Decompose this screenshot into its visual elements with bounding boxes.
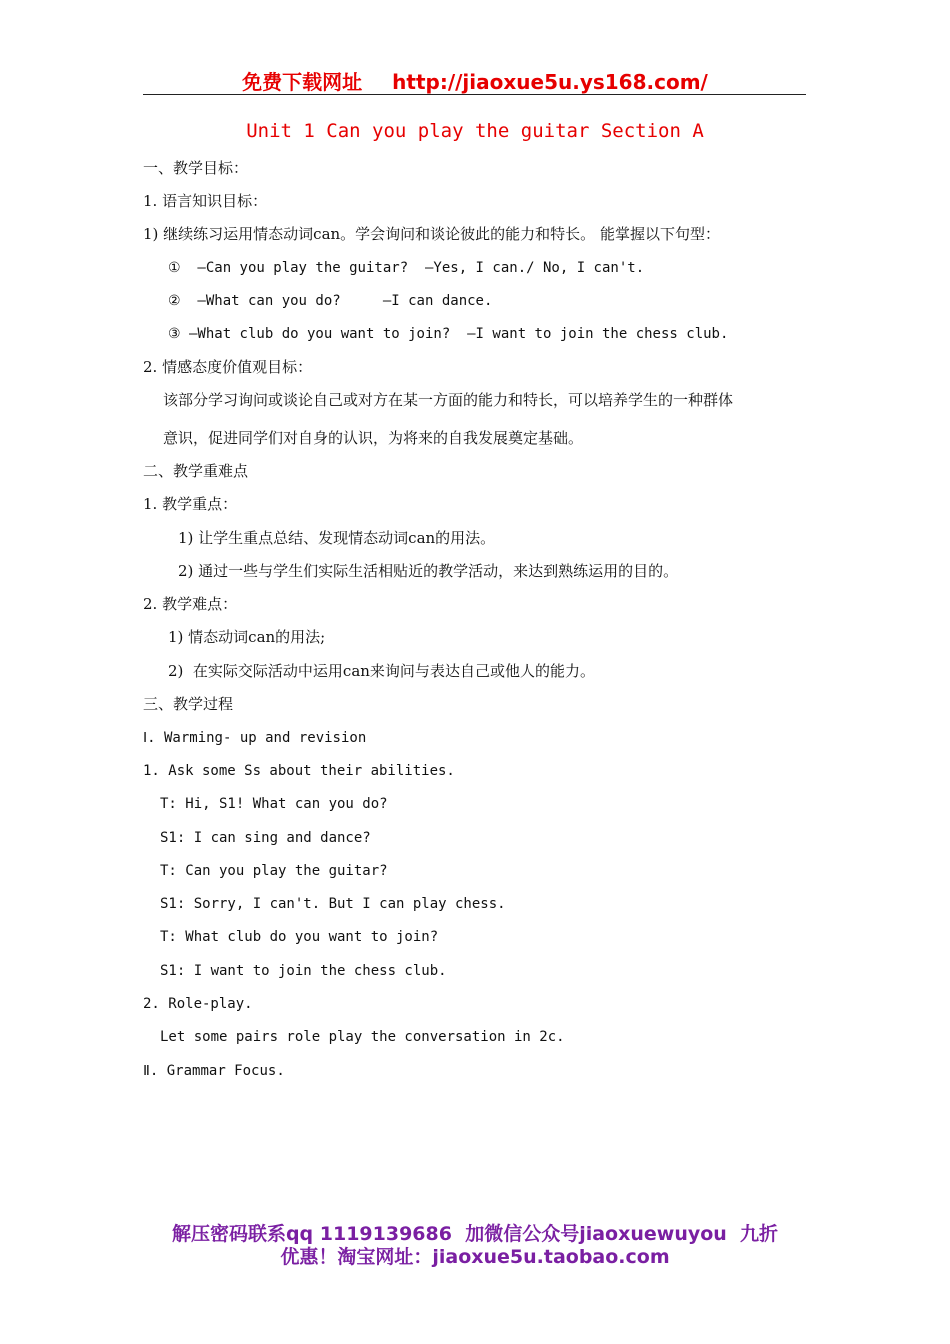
difficulty-point-2: 2) 在实际交际活动中运用can来询问与表达自己或他人的能力。	[168, 662, 595, 680]
step-warming-up: Ⅰ. Warming- up and revision	[143, 730, 367, 746]
step-grammar-focus: Ⅱ. Grammar Focus.	[143, 1063, 285, 1079]
dialog-line-3: T: Can you play the guitar?	[160, 863, 388, 879]
header-divider	[143, 94, 806, 95]
goal-item-knowledge-detail: 1) 继续练习运用情态动词can。学会询问和谈论彼此的能力和特长。 能掌握以下句型：	[143, 225, 720, 243]
attitude-paragraph-line1: 该部分学习询问或谈论自己或对方在某一方面的能力和特长，可以培养学生的一种群体	[163, 391, 734, 409]
sentence-pattern-2: ② —What can you do? —I can dance.	[168, 293, 493, 309]
header-label: 免费下载网址	[242, 70, 363, 94]
sentence-pattern-3: ③ —What club do you want to join? —I want to join the chess club.	[168, 326, 729, 342]
dialog-line-2: S1: I can sing and dance?	[160, 830, 371, 846]
attitude-paragraph-line2: 意识，促进同学们对自身的认识，为将来的自我发展奠定基础。	[163, 429, 584, 447]
page-header	[0, 66, 950, 95]
role-play-description: Let some pairs role play the conversation in 2c.	[160, 1029, 565, 1045]
section-heading-keypoints: 二、教学重难点	[143, 462, 249, 480]
dialog-line-4: S1: Sorry, I can't. But I can play chess.	[160, 896, 506, 912]
difficulty-point-1: 1) 情态动词can的用法;	[168, 628, 326, 646]
step-item-ask-abilities: 1. Ask some Ss about their abilities.	[143, 763, 455, 779]
focus-point-1: 1) 让学生重点总结、发现情态动词can的用法。	[178, 529, 496, 547]
section-heading-process: 三、教学过程	[143, 695, 234, 713]
dialog-line-1: T: Hi, S1! What can you do?	[160, 796, 388, 812]
section-heading-goals: 一、教学目标：	[143, 159, 249, 177]
dialog-line-5: T: What club do you want to join?	[160, 929, 439, 945]
goal-item-attitude: 2. 情感态度价值观目标：	[143, 358, 313, 376]
sentence-pattern-1: ① —Can you play the guitar? —Yes, I can./ No, I can't.	[168, 260, 645, 276]
goal-item-knowledge: 1. 语言知识目标：	[143, 192, 268, 210]
keypoint-item-difficulty: 2. 教学难点：	[143, 595, 238, 613]
keypoint-item-focus: 1. 教学重点：	[143, 495, 238, 513]
focus-point-2: 2) 通过一些与学生们实际生活相贴近的教学活动，来达到熟练运用的目的。	[178, 562, 679, 580]
dialog-line-6: S1: I want to join the chess club.	[160, 963, 447, 979]
footer-line-1: 解压密码联系qq 1119139686 加微信公众号jiaoxuewuyou 九折	[171, 1223, 779, 1245]
header-url-link[interactable]: http://jiaoxue5u.ys168.com/	[392, 70, 708, 94]
step-item-role-play: 2. Role-play.	[143, 996, 253, 1012]
document-title: Unit 1 Can you play the guitar Section A	[246, 120, 704, 142]
footer-line-2: 优惠！淘宝网址：jiaoxue5u.taobao.com	[280, 1246, 670, 1268]
